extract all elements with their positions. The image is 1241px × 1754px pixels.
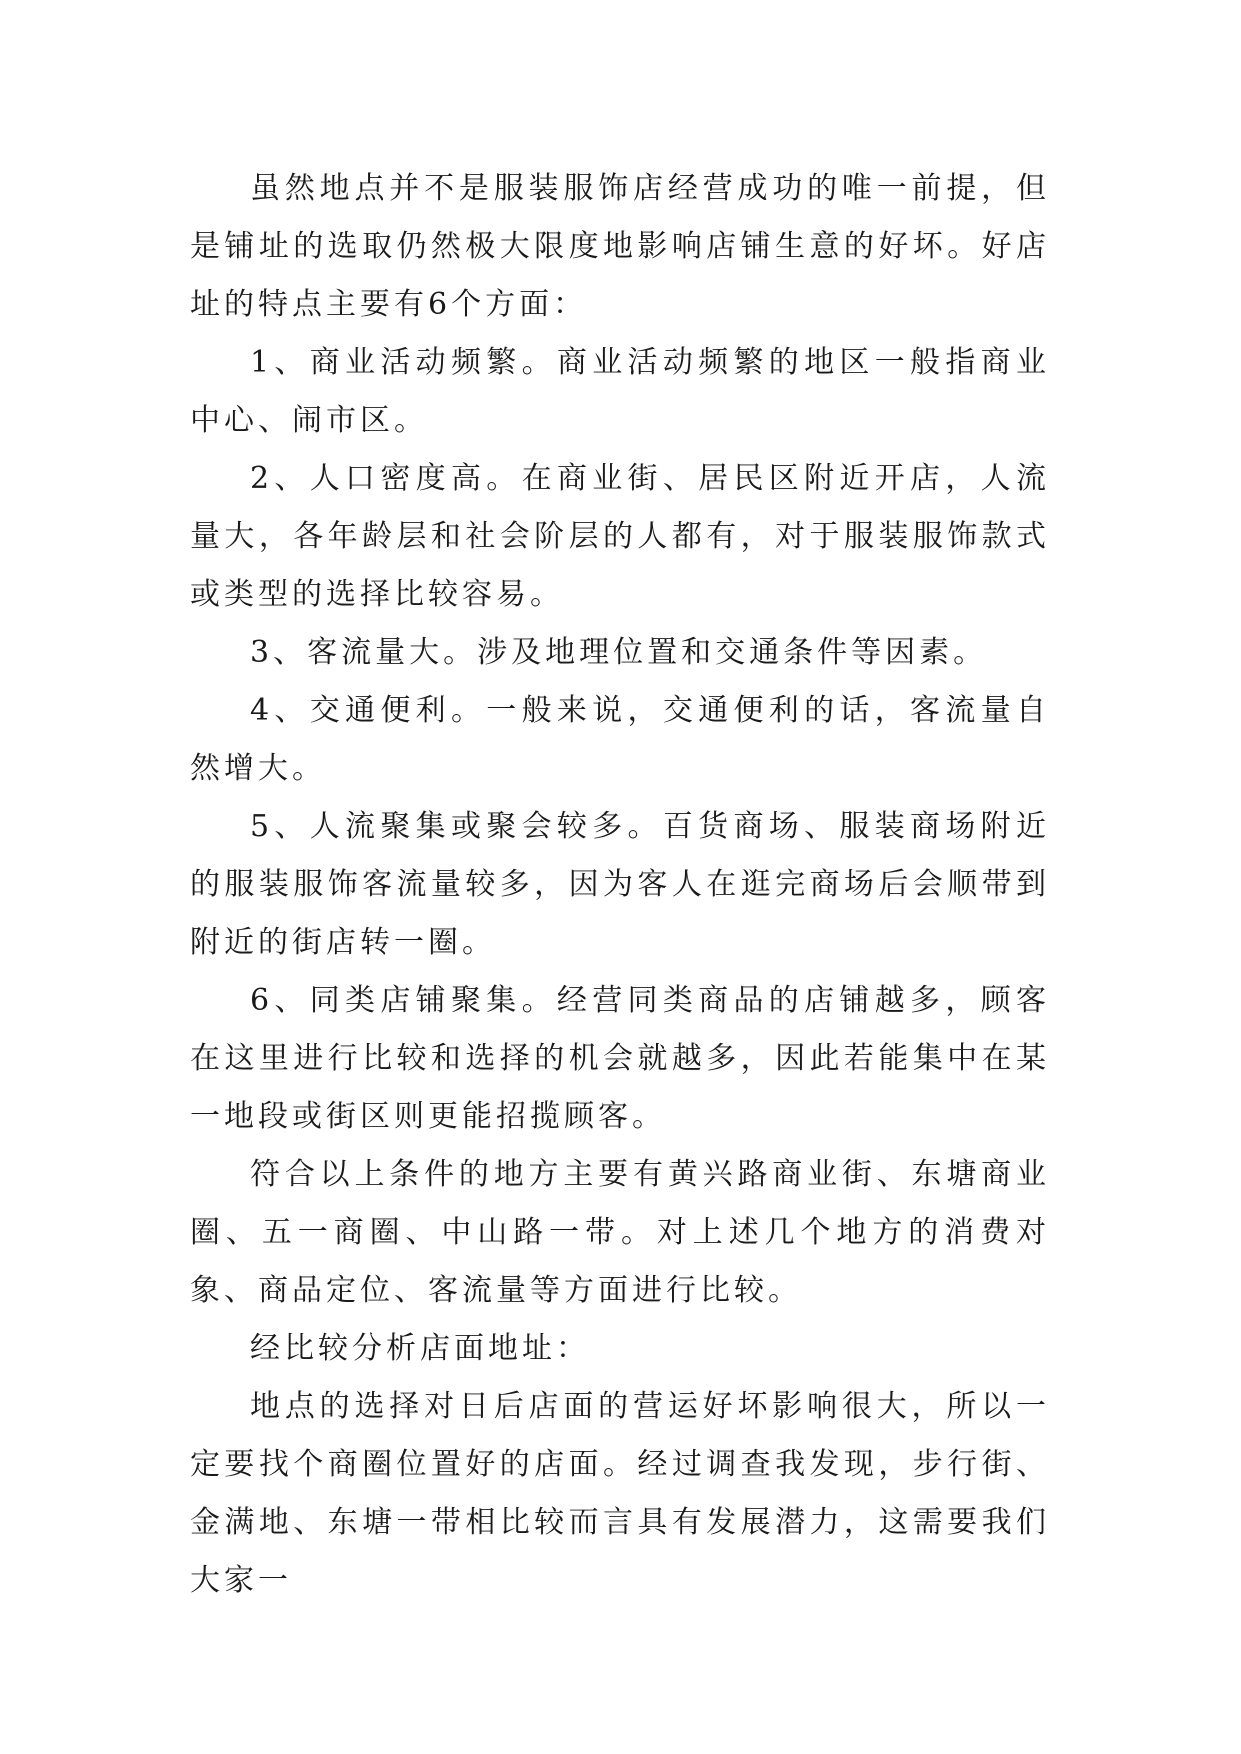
paragraph-intro: 虽然地点并不是服装服饰店经营成功的唯一前提，但是铺址的选取仍然极大限度地影响店铺生意的好坏。好店址的特点主要有6个方面： (190, 171, 1050, 322)
paragraph-point-3: 3、客流量大。涉及地理位置和交通条件等因素。 (250, 635, 988, 670)
paragraph-locations: 符合以上条件的地方主要有黄兴路商业街、东塘商业圈、五一商圈、中山路一带。对上述几个地方的消费对象、商品定位、客流量等方面进行比较。 (190, 1157, 1050, 1308)
paragraph-point-6: 6、同类店铺聚集。经营同类商品的店铺越多，顾客在这里进行比较和选择的机会就越多，因此若能集中在某一地段或街区则更能招揽顾客。 (190, 983, 1050, 1134)
paragraph-point-5: 5、人流聚集或聚会较多。百货商场、服装商场附近的服装服饰客流量较多，因为客人在逛完商场后会顺带到附近的街店转一圈。 (190, 809, 1050, 960)
paragraph-point-2: 2、人口密度高。在商业街、居民区附近开店，人流量大，各年龄层和社会阶层的人都有，对于服装服饰款式或类型的选择比较容易。 (190, 461, 1050, 612)
paragraph-point-4: 4、交通便利。一般来说，交通便利的话，客流量自然增大。 (190, 693, 1050, 786)
paragraph-point-1: 1、商业活动频繁。商业活动频繁的地区一般指商业中心、闹市区。 (190, 345, 1050, 438)
paragraph-analysis-heading: 经比较分析店面地址： (250, 1331, 590, 1366)
paragraph-conclusion: 地点的选择对日后店面的营运好坏影响很大，所以一定要找个商圈位置好的店面。经过调查我发现，步行街、金满地、东塘一带相比较而言具有发展潜力，这需要我们大家一 (190, 1389, 1050, 1598)
document-body (190, 160, 1050, 1610)
